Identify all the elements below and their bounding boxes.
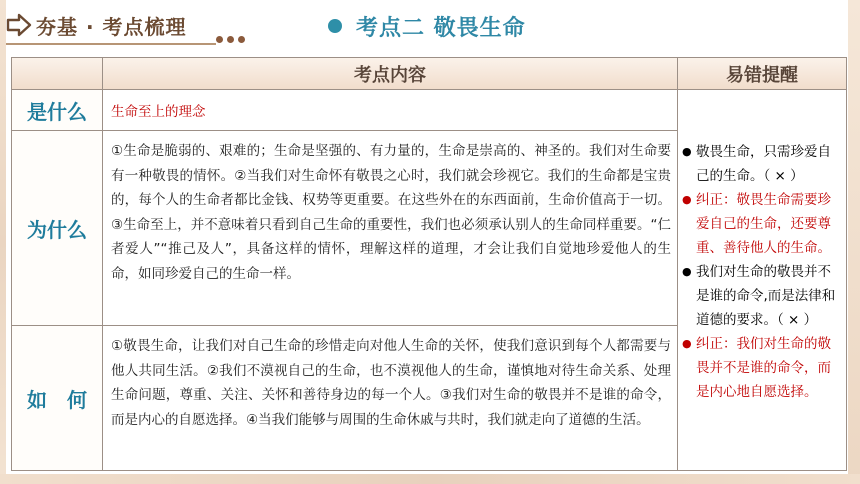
tip-bullet: ●	[682, 265, 692, 278]
row-label-how	[11, 325, 103, 471]
row-content-how	[102, 325, 678, 471]
tip-item	[682, 332, 842, 404]
content-table	[11, 57, 847, 471]
row-content-text: ①生命是脆弱的、艰难的；生命是坚强的、有力量的，生命是崇高的、神圣的。我们对生命要有一种敬畏的情怀。②当我们对生命怀有敬畏之心时，我们就会珍视它。我们的生命都是宝贵的，每个人的生命者都比金钱、权势等更重要。在这些外在的东西面前，生命价值高于一切。③生命至上，并不意味着只看到自己生命的重要性，我们也必须承认别人的生命同样重要。“仁者爱人”“推己及人”，具备这样的情怀，理解这样的道理，才会让我们自觉地珍爱他人的生命，如同珍爱自己的生命一样。	[111, 143, 671, 282]
header-tips-cell	[677, 57, 847, 90]
tips-cell	[677, 89, 847, 471]
left-decor-strip	[0, 0, 6, 484]
header-content-label: 考点内容	[354, 64, 426, 86]
right-decor-strip	[848, 0, 860, 484]
section-title: 考点二 敬畏生命	[356, 15, 526, 41]
tip-bullet: ●	[682, 145, 692, 158]
header-underline	[6, 43, 216, 45]
tip-text: 纠正：我们对生命的敬畏并不是谁的命令，而是内心地自愿选择。	[696, 336, 831, 400]
bullet-dot-icon	[328, 19, 342, 33]
tip-item	[682, 188, 842, 260]
row-content-why	[102, 130, 678, 326]
header-title: 夯基 · 考点梳理	[36, 14, 187, 39]
row-content-text: 生命至上的理念	[111, 104, 206, 120]
row-label-why	[11, 130, 103, 326]
header-tips-label: 易错提醒	[726, 64, 798, 86]
row-label-what	[11, 89, 103, 131]
tip-text: 纠正：敬畏生命需要珍爱自己的生命，还要尊重、善待他人的生命。	[696, 192, 831, 256]
header-corner-cell	[11, 57, 103, 90]
tip-text: 我们对生命的敬畏并不是谁的命令,而是法律和道德的要求。（ × ）	[696, 264, 836, 328]
tip-bullet: ●	[682, 337, 692, 350]
tip-text: 敬畏生命，只需珍爱自己的生命。（ × ）	[696, 144, 831, 184]
bottom-decor-strip	[0, 474, 860, 484]
arrow-right-icon	[6, 12, 32, 38]
row-label-text: 为什么	[27, 217, 87, 242]
header-content-cell	[102, 57, 678, 90]
row-label-text: 如 何	[27, 387, 87, 412]
tip-item	[682, 260, 842, 332]
section-heading	[328, 10, 526, 42]
header-left	[6, 8, 187, 42]
row-content-what	[102, 89, 678, 131]
tip-item	[682, 140, 842, 188]
row-content-text: ①敬畏生命，让我们对自己生命的珍惜走向对他人生命的关怀，使我们意识到每个人都需要与他人共同生活。②我们不漠视自己的生命，也不漠视他人的生命，谨慎地对待生命关系、处理生命问题，尊重、关注、关怀和善待身边的每一个人。③我们对生命的敬畏并不是谁的命令，而是内心的自愿选择。④当我们能够与周围的生命休戚与共时，我们就走向了道德的生活。	[111, 338, 671, 428]
tip-bullet: ●	[682, 193, 692, 206]
dots-decoration	[216, 36, 245, 43]
row-label-text: 是什么	[27, 99, 87, 124]
